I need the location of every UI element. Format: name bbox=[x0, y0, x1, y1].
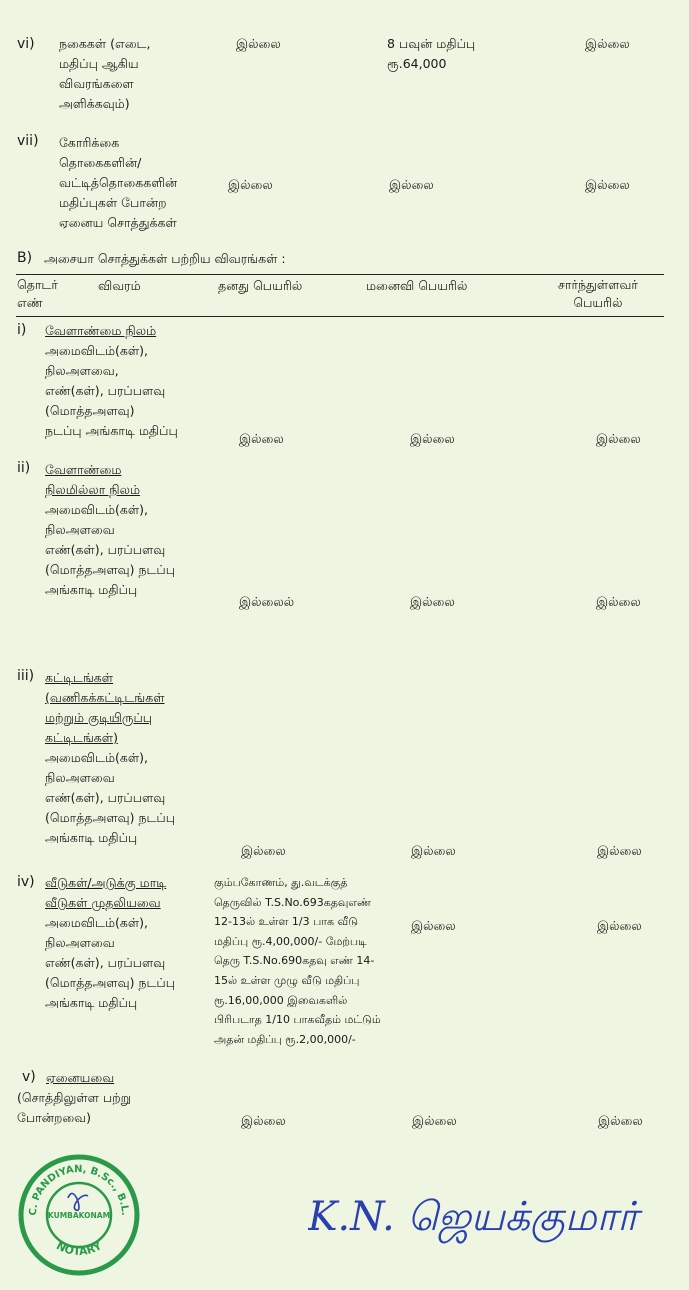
b-row-iii-title: கட்டிடங்கள் (வணிகக்கட்டிடங்கள் மற்றும் குடியிருப்பு கட்டிடங்கள்) bbox=[45, 670, 165, 745]
b-row-v-description: (சொத்திலுள்ள பற்று போன்றவை) bbox=[17, 1090, 132, 1125]
section-b-title: அசையா சொத்துக்கள் பற்றிய விவரங்கள் : bbox=[44, 251, 286, 266]
b-row-i-description: அமைவிடம்(கள்), நிலஅளவை, எண்(கள்), பரப்பளவு (மொத்தஅளவு) நடப்பு அங்காடி மதிப்பு bbox=[45, 343, 178, 438]
b-row-v-self: இல்லை bbox=[241, 1113, 286, 1128]
header-bottom-rule bbox=[16, 316, 664, 317]
b-row-i-spouse: இல்லை bbox=[410, 431, 455, 446]
b-row-ii-self: இல்லைல் bbox=[239, 594, 295, 609]
row-vi-self: இல்லை bbox=[236, 36, 281, 51]
b-row-i-number: i) bbox=[17, 322, 27, 338]
row-vii-dependent: இல்லை bbox=[585, 177, 630, 192]
section-b-label: B) bbox=[17, 250, 33, 266]
b-row-ii-dependent: இல்லை bbox=[596, 594, 641, 609]
b-row-iv-description: அமைவிடம்(கள்), நிலஅளவை எண்(கள்), பரப்பளவு (மொத்தஅளவு) நடப்பு அங்காடி மதிப்பு bbox=[45, 915, 176, 1010]
b-row-iv-dependent: இல்லை bbox=[597, 918, 642, 933]
header-serial: தொடர் எண் bbox=[17, 277, 58, 310]
b-row-iii-number: iii) bbox=[17, 668, 35, 684]
b-row-iii-spouse: இல்லை bbox=[411, 843, 456, 858]
b-row-iv-title: வீடுகள்/அடுக்கு மாடி வீடுகள் முதலியவை bbox=[45, 875, 167, 910]
row-vii-spouse: இல்லை bbox=[389, 177, 434, 192]
row-vii-description: கோரிக்கை தொகைகளின்/ வட்டித்தொகைகளின் மதிப்புகள் போன்ற ஏனைய சொத்துக்கள் bbox=[59, 135, 178, 230]
row-vi-dependent: இல்லை bbox=[585, 36, 630, 51]
b-row-ii-description: அமைவிடம்(கள்), நிலஅளவை எண்(கள்), பரப்பளவு (மொத்தஅளவு) நடப்பு அங்காடி மதிப்பு bbox=[45, 502, 176, 597]
b-row-v-spouse: இல்லை bbox=[412, 1113, 457, 1128]
row-vii-number: vii) bbox=[17, 133, 39, 149]
b-row-iv-self: கும்பகோணம், து.வடக்குத் தெருவில் T.S.No.693கதவுஎண் 12-13ல் உள்ள 1/3 பாக வீடு மதிப்பு ரூ.4,00,000/- மேற்படி தெரு T.S.No.690கதவு எண் 14- 15ல் உள்ள முழு வீடு மதிப்பு ரூ.16,00,000 இவைகளில் பிரிபடாத 1/10 பாகவீதம் மட்டும் அதன் மதிப்பு ரூ.2,00,000/- bbox=[214, 876, 381, 1046]
b-row-i-self: இல்லை bbox=[239, 431, 284, 446]
b-row-i-title: வேளாண்மை நிலம் bbox=[45, 323, 157, 338]
header-spouse: மனைவி பெயரில் bbox=[366, 278, 468, 293]
seal-place-text: KUMBAKONAM bbox=[47, 1211, 111, 1220]
seal-name-text: C. PANDIYAN, B.Sc., B.L. bbox=[27, 1163, 131, 1216]
row-vii-self: இல்லை bbox=[228, 177, 273, 192]
b-row-iv-number: iv) bbox=[17, 874, 35, 890]
header-dependent: சார்ந்துள்ளவர் பெயரில் bbox=[558, 277, 638, 310]
notary-seal bbox=[16, 1152, 142, 1278]
b-row-iii-self: இல்லை bbox=[241, 843, 286, 858]
row-vi-spouse: 8 பவுன் மதிப்பு ரூ.64,000 bbox=[387, 36, 476, 71]
b-row-v-title: ஏனையவை bbox=[46, 1070, 115, 1085]
row-vi-number: vi) bbox=[17, 36, 35, 52]
seal-initial-scribble bbox=[68, 1193, 88, 1210]
header-top-rule bbox=[16, 274, 664, 275]
b-row-iii-description: அமைவிடம்(கள்), நிலஅளவை எண்(கள்), பரப்பளவு (மொத்தஅளவு) நடப்பு அங்காடி மதிப்பு bbox=[45, 750, 176, 845]
b-row-ii-number: ii) bbox=[17, 460, 31, 476]
b-row-iii-dependent: இல்லை bbox=[597, 843, 642, 858]
b-row-i-dependent: இல்லை bbox=[596, 431, 641, 446]
signature-text: K.N. ஜெயக்குமார் bbox=[308, 1194, 643, 1240]
b-row-ii-title: வேளாண்மை நிலமில்லா நிலம் bbox=[45, 462, 141, 497]
seal-role-text: NOTARY bbox=[54, 1239, 104, 1259]
b-row-ii-spouse: இல்லை bbox=[410, 594, 455, 609]
b-row-iv-spouse: இல்லை bbox=[411, 918, 456, 933]
signature bbox=[308, 1175, 648, 1265]
header-detail: விவரம் bbox=[98, 278, 141, 293]
header-self: தனது பெயரில் bbox=[218, 278, 303, 293]
row-vi-description: நகைகள் (எடை, மதிப்பு ஆகிய விவரங்களை அளிக்கவும்) bbox=[59, 36, 151, 111]
b-row-v-number: v) bbox=[22, 1069, 36, 1085]
b-row-v-dependent: இல்லை bbox=[598, 1113, 643, 1128]
